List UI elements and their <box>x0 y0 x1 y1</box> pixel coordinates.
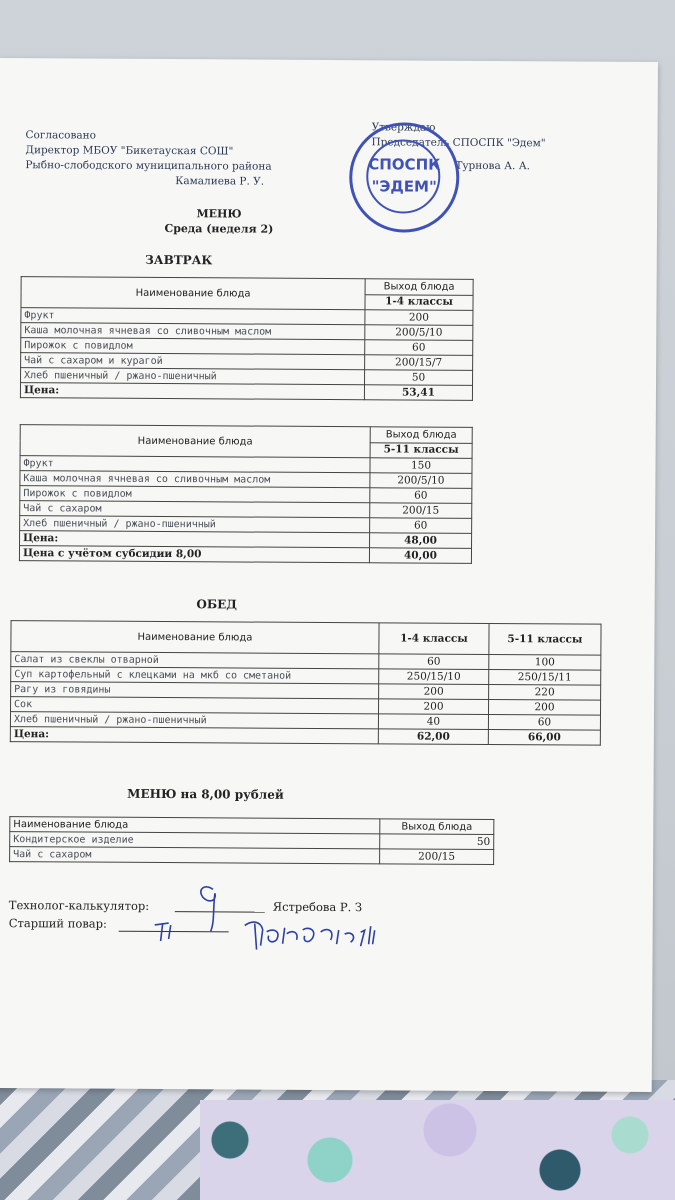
dish-output-5-11: 200 <box>488 699 600 715</box>
handwritten-signatures <box>134 879 394 961</box>
dish-name: Фрукт <box>21 308 365 325</box>
breakfast-table-1-4 <box>20 276 474 401</box>
col-dish-name: Наименование блюда <box>21 277 365 310</box>
col-output: Выход блюда <box>380 819 494 835</box>
dish-name: Пирожок с повидлом <box>20 486 370 503</box>
table-row <box>10 847 494 865</box>
stamp-text-line2: "ЭДЕМ" <box>371 177 437 196</box>
col-grade-1-4: 1-4 классы <box>379 623 489 655</box>
menu8-title: МЕНЮ на 8,00 рублей <box>127 786 284 802</box>
dish-name: Каша молочная ячневая со сливочным маслом <box>20 471 370 488</box>
dish-name: Хлеб пшеничный / ржано-пшеничный <box>10 712 378 729</box>
col-dish-name: Наименование блюда <box>11 621 379 654</box>
dish-output: 150 <box>370 458 472 474</box>
doc-title: МЕНЮ <box>196 207 242 221</box>
price-row <box>10 727 600 746</box>
dish-output: 200/5/10 <box>365 325 473 341</box>
dish-name: Сок <box>11 697 379 714</box>
approval-right-line2: Председатель СПОСПК "Эдем" <box>371 136 546 150</box>
col-output: Выход блюда <box>370 427 472 443</box>
technologist-name: Ястребова Р. З <box>272 899 363 915</box>
dish-output: 200/15 <box>370 503 472 519</box>
dish-output-1-4: 60 <box>379 654 489 670</box>
approval-block-left <box>25 128 272 190</box>
dish-output-5-11: 220 <box>489 684 601 700</box>
dish-name: Чай с сахаром <box>10 847 380 864</box>
approval-left-line2: Директор МБОУ "Бикетауская СОШ" <box>25 144 234 158</box>
dish-output: 60 <box>370 488 472 504</box>
organization-stamp <box>349 122 460 233</box>
subsidy-price-row <box>19 546 471 564</box>
breakfast-title: ЗАВТРАК <box>145 252 213 268</box>
price-5-11: 66,00 <box>488 729 600 745</box>
lunch-table <box>10 620 602 746</box>
menu8-table <box>9 816 494 865</box>
technologist-label: Технолог-калькулятор: <box>8 898 150 913</box>
col-output: Выход блюда <box>365 279 473 295</box>
dish-output: 50 <box>365 370 473 386</box>
dish-name: Пирожок с повидлом <box>21 338 365 355</box>
col-grade: 5-11 классы <box>370 442 472 458</box>
approval-left-line3: Рыбно-слободского муниципального района <box>25 159 272 173</box>
price-value: 48,00 <box>370 533 472 549</box>
dish-output-1-4: 200 <box>379 699 489 715</box>
dish-name: Кондитерское изделие <box>10 832 380 849</box>
fabric-background <box>200 1100 675 1200</box>
dish-output-1-4: 250/15/10 <box>379 669 489 685</box>
dish-name: Рагу из говядины <box>11 682 379 699</box>
dish-name: Салат из свеклы отварной <box>11 652 379 669</box>
dish-name: Хлеб пшеничный / ржано-пшеничный <box>21 368 365 385</box>
dish-name: Каша молочная ячневая со сливочным маслом <box>21 323 365 340</box>
dish-output: 200/15 <box>380 849 494 865</box>
dish-name: Суп картофельный с клецками на мкб со сметаной <box>11 667 379 684</box>
approval-left-line1: Согласовано <box>25 129 97 142</box>
dish-output: 200/15/7 <box>365 355 473 371</box>
cook-label: Старший повар: <box>8 916 107 931</box>
subsidy-price-value: 40,00 <box>369 548 471 564</box>
lunch-title: ОБЕД <box>196 597 237 612</box>
doc-subtitle: Среда (неделя 2) <box>164 222 274 236</box>
approval-right-line3: Турнова А. А. <box>455 159 531 173</box>
price-1-4: 62,00 <box>378 729 488 745</box>
stamp-text-line1: СПОСПК <box>368 155 441 174</box>
col-dish-name: Наименование блюда <box>10 817 380 834</box>
dish-output-5-11: 60 <box>488 714 600 730</box>
col-grade-5-11: 5-11 классы <box>489 623 601 655</box>
dish-output: 50 <box>380 834 494 850</box>
dish-output-5-11: 100 <box>489 654 601 670</box>
dish-name: Чай с сахаром <box>20 501 370 518</box>
dish-name: Хлеб пшеничный / ржано-пшеничный <box>20 516 370 533</box>
approval-left-line4: Камалиева Р. У. <box>175 175 265 188</box>
dish-output-1-4: 40 <box>378 714 488 730</box>
price-label: Цена: <box>10 727 378 744</box>
dish-output: 200 <box>365 310 473 326</box>
col-dish-name: Наименование блюда <box>20 425 370 458</box>
dish-name: Фрукт <box>20 456 370 473</box>
dish-output: 60 <box>370 518 472 534</box>
subsidy-price-label: Цена с учётом субсидии 8,00 <box>19 546 369 563</box>
document-page <box>0 58 658 1092</box>
price-value: 53,41 <box>364 385 472 401</box>
dish-name: Чай с сахаром и курагой <box>21 353 365 370</box>
dish-output-5-11: 250/15/11 <box>489 669 601 685</box>
price-label: Цена: <box>20 531 370 548</box>
breakfast-table-5-11 <box>19 424 473 564</box>
dish-output-1-4: 200 <box>379 684 489 700</box>
dish-output: 60 <box>365 340 473 356</box>
col-grade: 1-4 классы <box>365 294 473 310</box>
price-row <box>20 383 472 401</box>
approval-right-line1: Утверждаю <box>371 121 436 134</box>
price-label: Цена: <box>20 383 364 400</box>
dish-output: 200/5/10 <box>370 473 472 489</box>
